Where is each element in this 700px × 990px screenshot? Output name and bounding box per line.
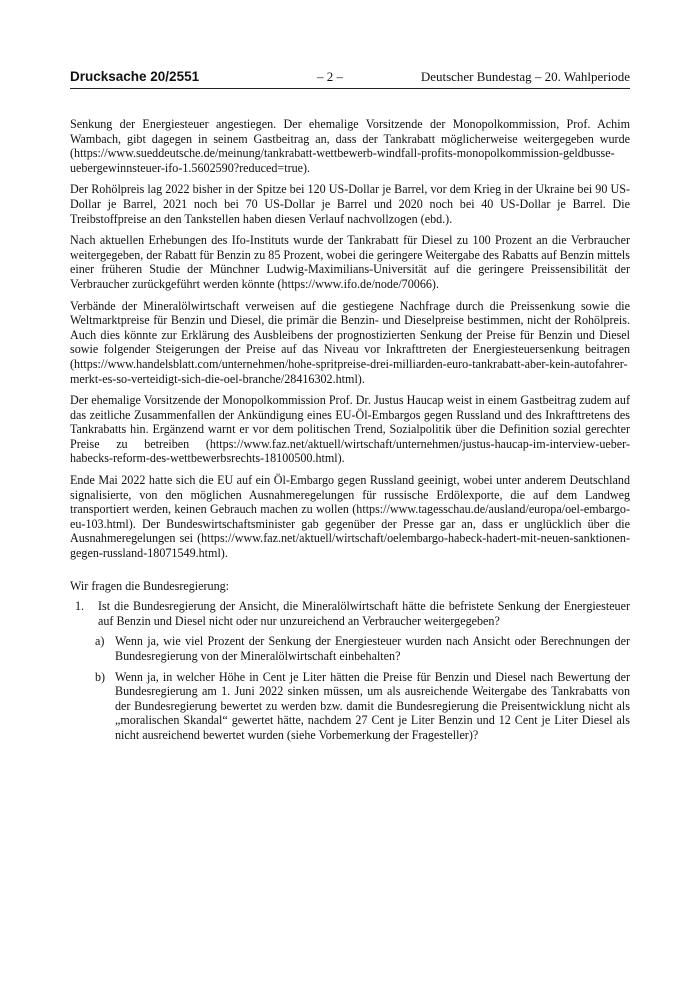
sub-question-letter: a) xyxy=(95,634,105,649)
document-body xyxy=(70,117,630,749)
question-text: Ist die Bundesregierung der Ansicht, die Mineralölwirtschaft hätte die befristete Senkung der Energiesteuer auf Benzin und Diesel nicht oder nur unzureichend an Verbraucher weitergegeben? xyxy=(98,599,630,628)
sub-question-text: Wenn ja, in welcher Höhe in Cent je Liter hätten die Preise für Benzin und Diesel nach Bewertung der Bundesregierung am 1. Juni 2022 sinken müssen, um als ausreichende Weitergabe des Tankrabatts von der Bundesregierung bewertet zu werden bzw. damit die Bundesregierung die Preisentwicklung nicht als „moralischen Skandal“ gewertet hätte, nachdem 27 Cent je Liter Benzin und 12 Cent je Liter Diesel als nicht ausreichend bewertet wurden (siehe Vorbemerkung der Fragesteller)? xyxy=(115,669,630,742)
question-number: 1. xyxy=(75,599,85,614)
body-paragraph: Verbände der Mineralölwirtschaft verweisen auf die gestiegene Nachfrage durch die Preissenkung sowie die Weltmarktpreise für Benzin und Diesel, die primär die Benzin- und Dieselpreise bestimmen, nicht der Rohölpreis. Auch dies könnte zur Erklärung des Ausbleibens der prognostizierten Senkung der Preise für Benzin und Diesel sowie folgender Steigerungen der Preise auf das Niveau vor Inkrafttreten der Energiesteuersenkung beitragen (https://www.handelsblatt.com/unternehmen/hohe-spritpreise-drei-milliarden-euro-tankrabatt-aber-kein-autofahrer-merkt-es-so-verteidigt-sich-die-oel-branche/28416302.html). xyxy=(70,298,630,386)
document-number: Drucksache 20/2551 xyxy=(70,69,200,84)
question-item xyxy=(70,599,630,628)
parliament-period: Deutscher Bundestag – 20. Wahlperiode xyxy=(420,69,630,84)
page-number: – 2 – xyxy=(317,69,343,84)
body-paragraph: Der ehemalige Vorsitzende der Monopolkommission Prof. Dr. Justus Haucap weist in einem Gastbeitrag zudem auf das zeitliche Zusammenfallen der Ankündigung eines EU-Öl-Embargos gegen Russland und des Inkrafttretens des Tankrabatts hin. Ergänzend warnt er vor dem politischen Trend, Sozialpolitik über die Definition sozial gerechter Preise zu betreiben (https://www.faz.net/aktuell/wirtschaft/unternehmen/justus-haucap-im-interview-ueber-habecks-reform-des-wettbewerbsrechts-18100500.html). xyxy=(70,393,630,466)
body-paragraph: Der Rohölpreis lag 2022 bisher in der Spitze bei 120 US-Dollar je Barrel, vor dem Krieg in der Ukraine bei 90 US-Dollar je Barrel, 2021 noch bei 70 US-Dollar je Barrel und 2020 noch bei 40 US-Dollar je Barrel. Die Treibstoffpreise an den Tankstellen haben diesen Verlauf nachvollzogen (ebd.). xyxy=(70,182,630,226)
sub-question-text: Wenn ja, wie viel Prozent der Senkung der Energiesteuer wurden nach Ansicht oder Berechnungen der Bundesregierung von der Mineralölwirtschaft einbehalten? xyxy=(115,634,630,663)
body-paragraph: Ende Mai 2022 hatte sich die EU auf ein Öl-Embargo gegen Russland geeinigt, wobei unter anderem Deutschland signalisierte, von den möglichen Ausnahmeregelungen für russische Erdölexporte, die auf dem Landweg transportiert werden, keinen Gebrauch machen zu wollen (https://www.tagesschau.de/ausland/europa/oel-embargo-eu-103.html). Der Bundeswirtschaftsminister gab gegenüber der Presse gar an, dass er unglücklich über die Ausnahmeregelungen sei (https://www.faz.net/aktuell/wirtschaft/oelembargo-habeck-hadert-mit-neuen-sanktionen-gegen-russland-18071549.html). xyxy=(70,473,630,561)
sub-question-item xyxy=(95,670,630,743)
body-paragraph: Nach aktuellen Erhebungen des Ifo-Instituts wurde der Tankrabatt für Diesel zu 100 Prozent an die Verbraucher weitergegeben, der Rabatt für Benzin zu 85 Prozent, wobei die geringere Weitergabe des Rabatts auf Benzin mittels einer früheren Studie der Münchner Ludwig-Maximilians-Universität auf die geringere Preissensibilität der Verbraucher zurückgeführt werden könnte (https://www.ifo.de/node/70066). xyxy=(70,233,630,291)
body-paragraph: Senkung der Energiesteuer angestiegen. Der ehemalige Vorsitzende der Monopolkommission, Prof. Achim Wambach, gibt dagegen in seinem Gastbeitrag an, dass der Tankrabatt möglicherweise weitergegeben wurde (https://www.sueddeutsche.de/meinung/tankrabatt-wettbewerb-windfall-profits-monopolkommission-geldbusse-uebergewinnsteuer-ifo-1.5602590?reduced=true). xyxy=(70,117,630,175)
questions-intro: Wir fragen die Bundesregierung: xyxy=(70,578,230,593)
sub-question-letter: b) xyxy=(95,669,106,684)
page-header xyxy=(70,68,630,89)
sub-question-item xyxy=(95,634,630,663)
